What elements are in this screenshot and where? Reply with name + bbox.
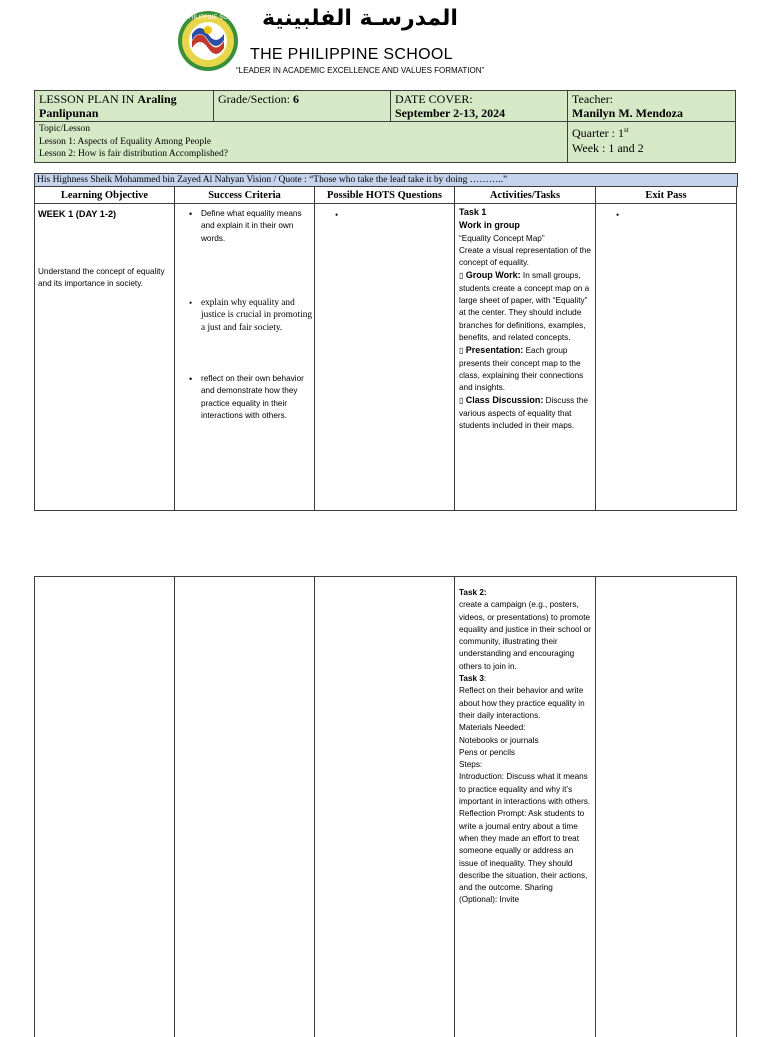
task1-description: Create a visual representation of the concept of equality. <box>459 246 591 267</box>
material-item: Notebooks or journals <box>459 736 539 745</box>
task1-subtitle: Work in group <box>459 220 520 230</box>
task1-title: Task 1 <box>459 207 486 217</box>
materials-label: Materials Needed: <box>459 723 525 732</box>
task3-description: Reflect on their behavior and write about how they practice equality in their daily interactions. <box>459 686 585 720</box>
hots-questions-cell <box>315 208 455 511</box>
material-item: Pens or pencils <box>459 748 515 757</box>
task1-item-group-work: ▯ Group Work: In small groups, students create a concept map on a large sheet of paper, with “Equality” at the center. They should include branches for definitions, examples, benefits, and related concepts. <box>459 271 589 341</box>
lesson-plan-title: LESSON PLAN IN Araling Panlipunan <box>35 91 214 122</box>
task1-item-presentation: ▯ Presentation: Each group presents their concept map to the class, explaining their connections and insights. <box>459 346 583 392</box>
success-criteria-cell <box>175 577 315 1037</box>
school-motto: “LEADER IN ACADEMIC EXCELLENCE AND VALUES FORMATION” <box>236 66 484 75</box>
teacher: Teacher: Manilyn M. Mendoza <box>568 91 736 122</box>
task1-block <box>459 206 591 432</box>
steps-label: Steps: <box>459 760 482 769</box>
hots-bullet: • <box>335 210 338 220</box>
learning-objective-cell <box>35 208 175 511</box>
steps-text: Introduction: Discuss what it means to practice equality and why it’s important in interactions with others. Reflection Prompt: Ask students to write a journal entry about a time when they made an effort to treat someone equally or address an issue of inequality. They should describe the situation, their actions, and the outcome. Sharing (Optional): Invite <box>459 772 590 904</box>
hots-questions-cell <box>315 577 455 1037</box>
school-name: THE PHILIPPINE SCHOOL <box>250 46 453 64</box>
exit-pass-cell <box>596 208 737 511</box>
criteria-item: • Define what equality means and explain it in their own words. <box>189 208 313 245</box>
vision-quote-banner: His Highness Sheik Mohammed bin Zayed Al Nahyan Vision / Quote : “Those who take the lead take it by doing ………..” <box>34 173 738 187</box>
task1-item-class-discussion: ▯ Class Discussion: Discuss the various aspects of equality that students included in their maps. <box>459 396 588 430</box>
date-cover: DATE COVER: September 2-13, 2024 <box>391 91 568 122</box>
criteria-item: • explain why equality and justice is crucial in promoting a just and fair society. <box>189 297 313 334</box>
activities-cell <box>455 577 596 1037</box>
week-label: WEEK 1 (DAY 1-2) <box>38 208 116 220</box>
task2-task3-block: Task 2: create a campaign (e.g., posters, videos, or presentations) to promote equality and justice in their school or community, illustrating their understanding and encouraging others to join in. Task 3: Reflect on their behavior and write about how they practice equality in their daily interactions. Materials Needed: Notebooks or journals Pens or pencils Steps: Introduction: Discuss what it means to practice equality and why it’s important in interactions with others. Reflection Prompt: Ask students to write a journal entry about a time when they made an effort to treat someone equally or address an issue of inequality. They should describe the situation, their actions, and the outcome. Sharing (Optional): Invite <box>459 587 591 907</box>
school-name-arabic: المدرسـة الفلبينية <box>262 6 458 31</box>
column-header-success-criteria: Success Criteria <box>175 187 315 204</box>
quarter-week: Quarter : 1st Week : 1 and 2 <box>568 122 736 163</box>
column-header-learning-objective: Learning Objective <box>35 187 175 204</box>
task2-title: Task 2: <box>459 588 487 597</box>
success-criteria-cell <box>175 208 315 511</box>
lesson-table-continued <box>34 576 737 1037</box>
lesson-plan-header-table <box>34 90 736 163</box>
column-header-activities: Activities/Tasks <box>455 187 596 204</box>
task3-title: Task 3 <box>459 674 484 683</box>
learning-objective-cell <box>35 577 175 1037</box>
topic-lesson: Topic/Lesson Lesson 1: Aspects of Equality Among People Lesson 2: How is fair distribution Accomplished? <box>35 122 568 163</box>
exit-pass-bullet: • <box>616 210 619 220</box>
column-header-exit-pass: Exit Pass <box>596 187 737 204</box>
task1-activity-name: “Equality Concept Map” <box>459 234 545 243</box>
criteria-item: • reflect on their own behavior and demonstrate how they practice equality in their interactions with others. <box>189 373 313 422</box>
exit-pass-cell <box>596 577 737 1037</box>
lesson-table <box>34 186 737 511</box>
grade-section: Grade/Section: 6 <box>214 91 391 122</box>
task2-description: create a campaign (e.g., posters, videos, or presentations) to promote equality and justice in their school or community, illustrating their understanding and encouraging others to join in. <box>459 600 591 670</box>
svg-text:THE PHILIPPINE SCHOOL: THE PHILIPPINE SCHOOL <box>170 14 245 21</box>
activities-cell <box>455 208 596 511</box>
learning-objective: Understand the concept of equality and its importance in society. <box>38 266 166 291</box>
school-logo <box>176 10 240 72</box>
column-header-hots-questions: Possible HOTS Questions <box>315 187 455 204</box>
